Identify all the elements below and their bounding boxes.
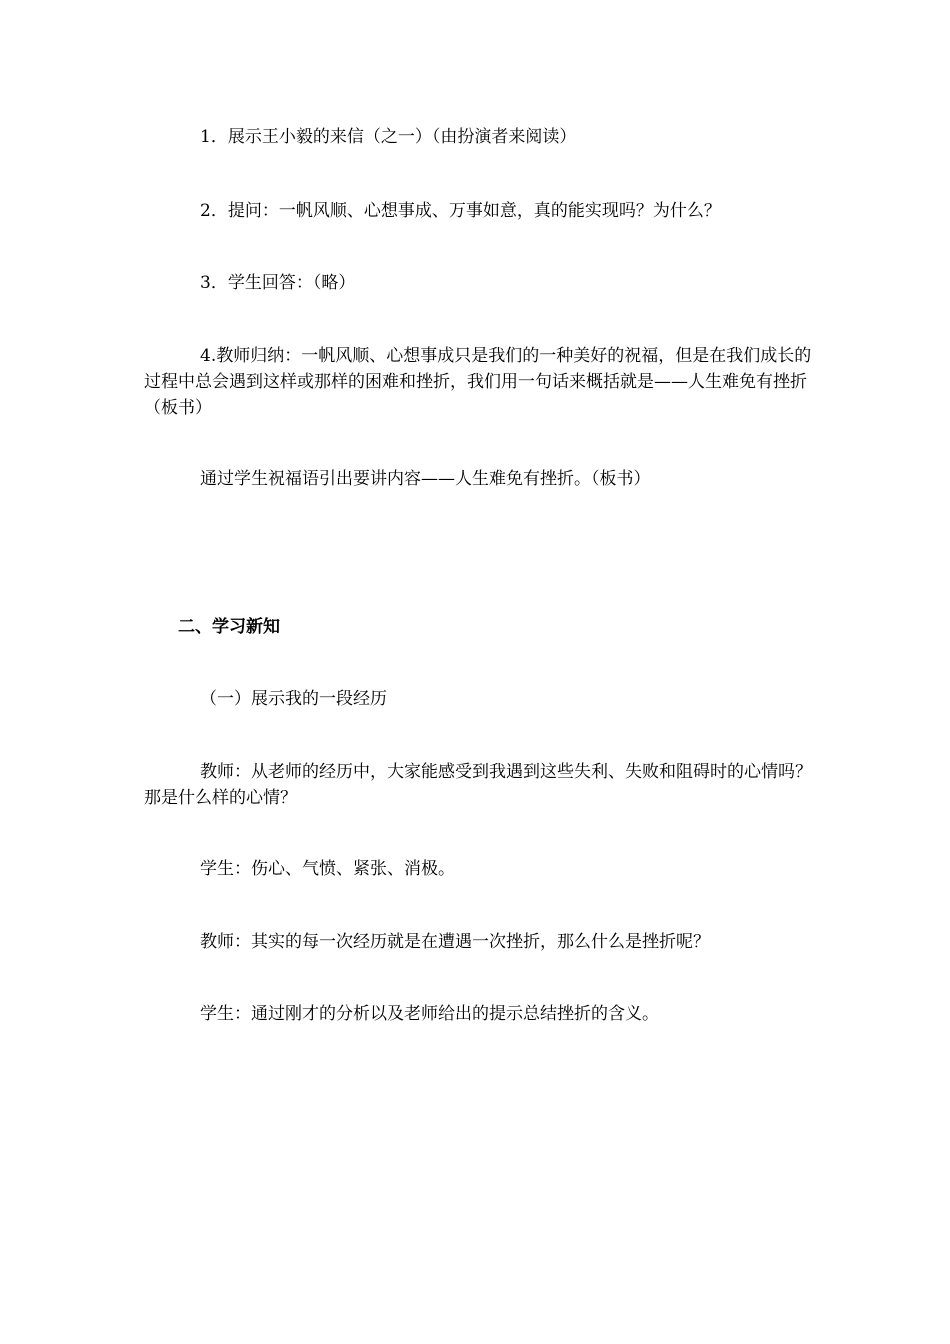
intro-item-4: 4.教师归纳：一帆风顺、心想事成只是我们的一种美好的祝福，但是在我们成长的过程中总会遇到这样或那样的困难和挫折，我们用一句话来概括就是——人生难免有挫折（板书） [144, 346, 812, 418]
intro-item-2: 2．提问：一帆风顺、心想事成、万事如意，真的能实现吗？为什么？ [200, 201, 721, 221]
section-two-heading: 二、学习新知 [178, 617, 280, 637]
dialogue-student-1: 学生：伤心、气愤、紧张、消极。 [200, 859, 455, 879]
dialogue-student-2: 学生：通过刚才的分析以及老师给出的提示总结挫折的含义。 [200, 1004, 659, 1024]
dialogue-teacher-1: 教师：从老师的经历中，大家能感受到我遇到这些失利、失败和阻碍时的心情吗？那是什么样的心情？ [144, 762, 812, 808]
intro-item-3: 3．学生回答：（略） [200, 273, 356, 293]
intro-summary: 通过学生祝福语引出要讲内容——人生难免有挫折。（板书） [200, 469, 651, 489]
section-two-subheading: （一）展示我的一段经历 [200, 689, 387, 709]
dialogue-teacher-2: 教师：其实的每一次经历就是在遭遇一次挫折，那么什么是挫折呢？ [200, 932, 710, 952]
intro-item-1: 1．展示王小毅的来信（之一）（由扮演者来阅读） [200, 127, 577, 147]
